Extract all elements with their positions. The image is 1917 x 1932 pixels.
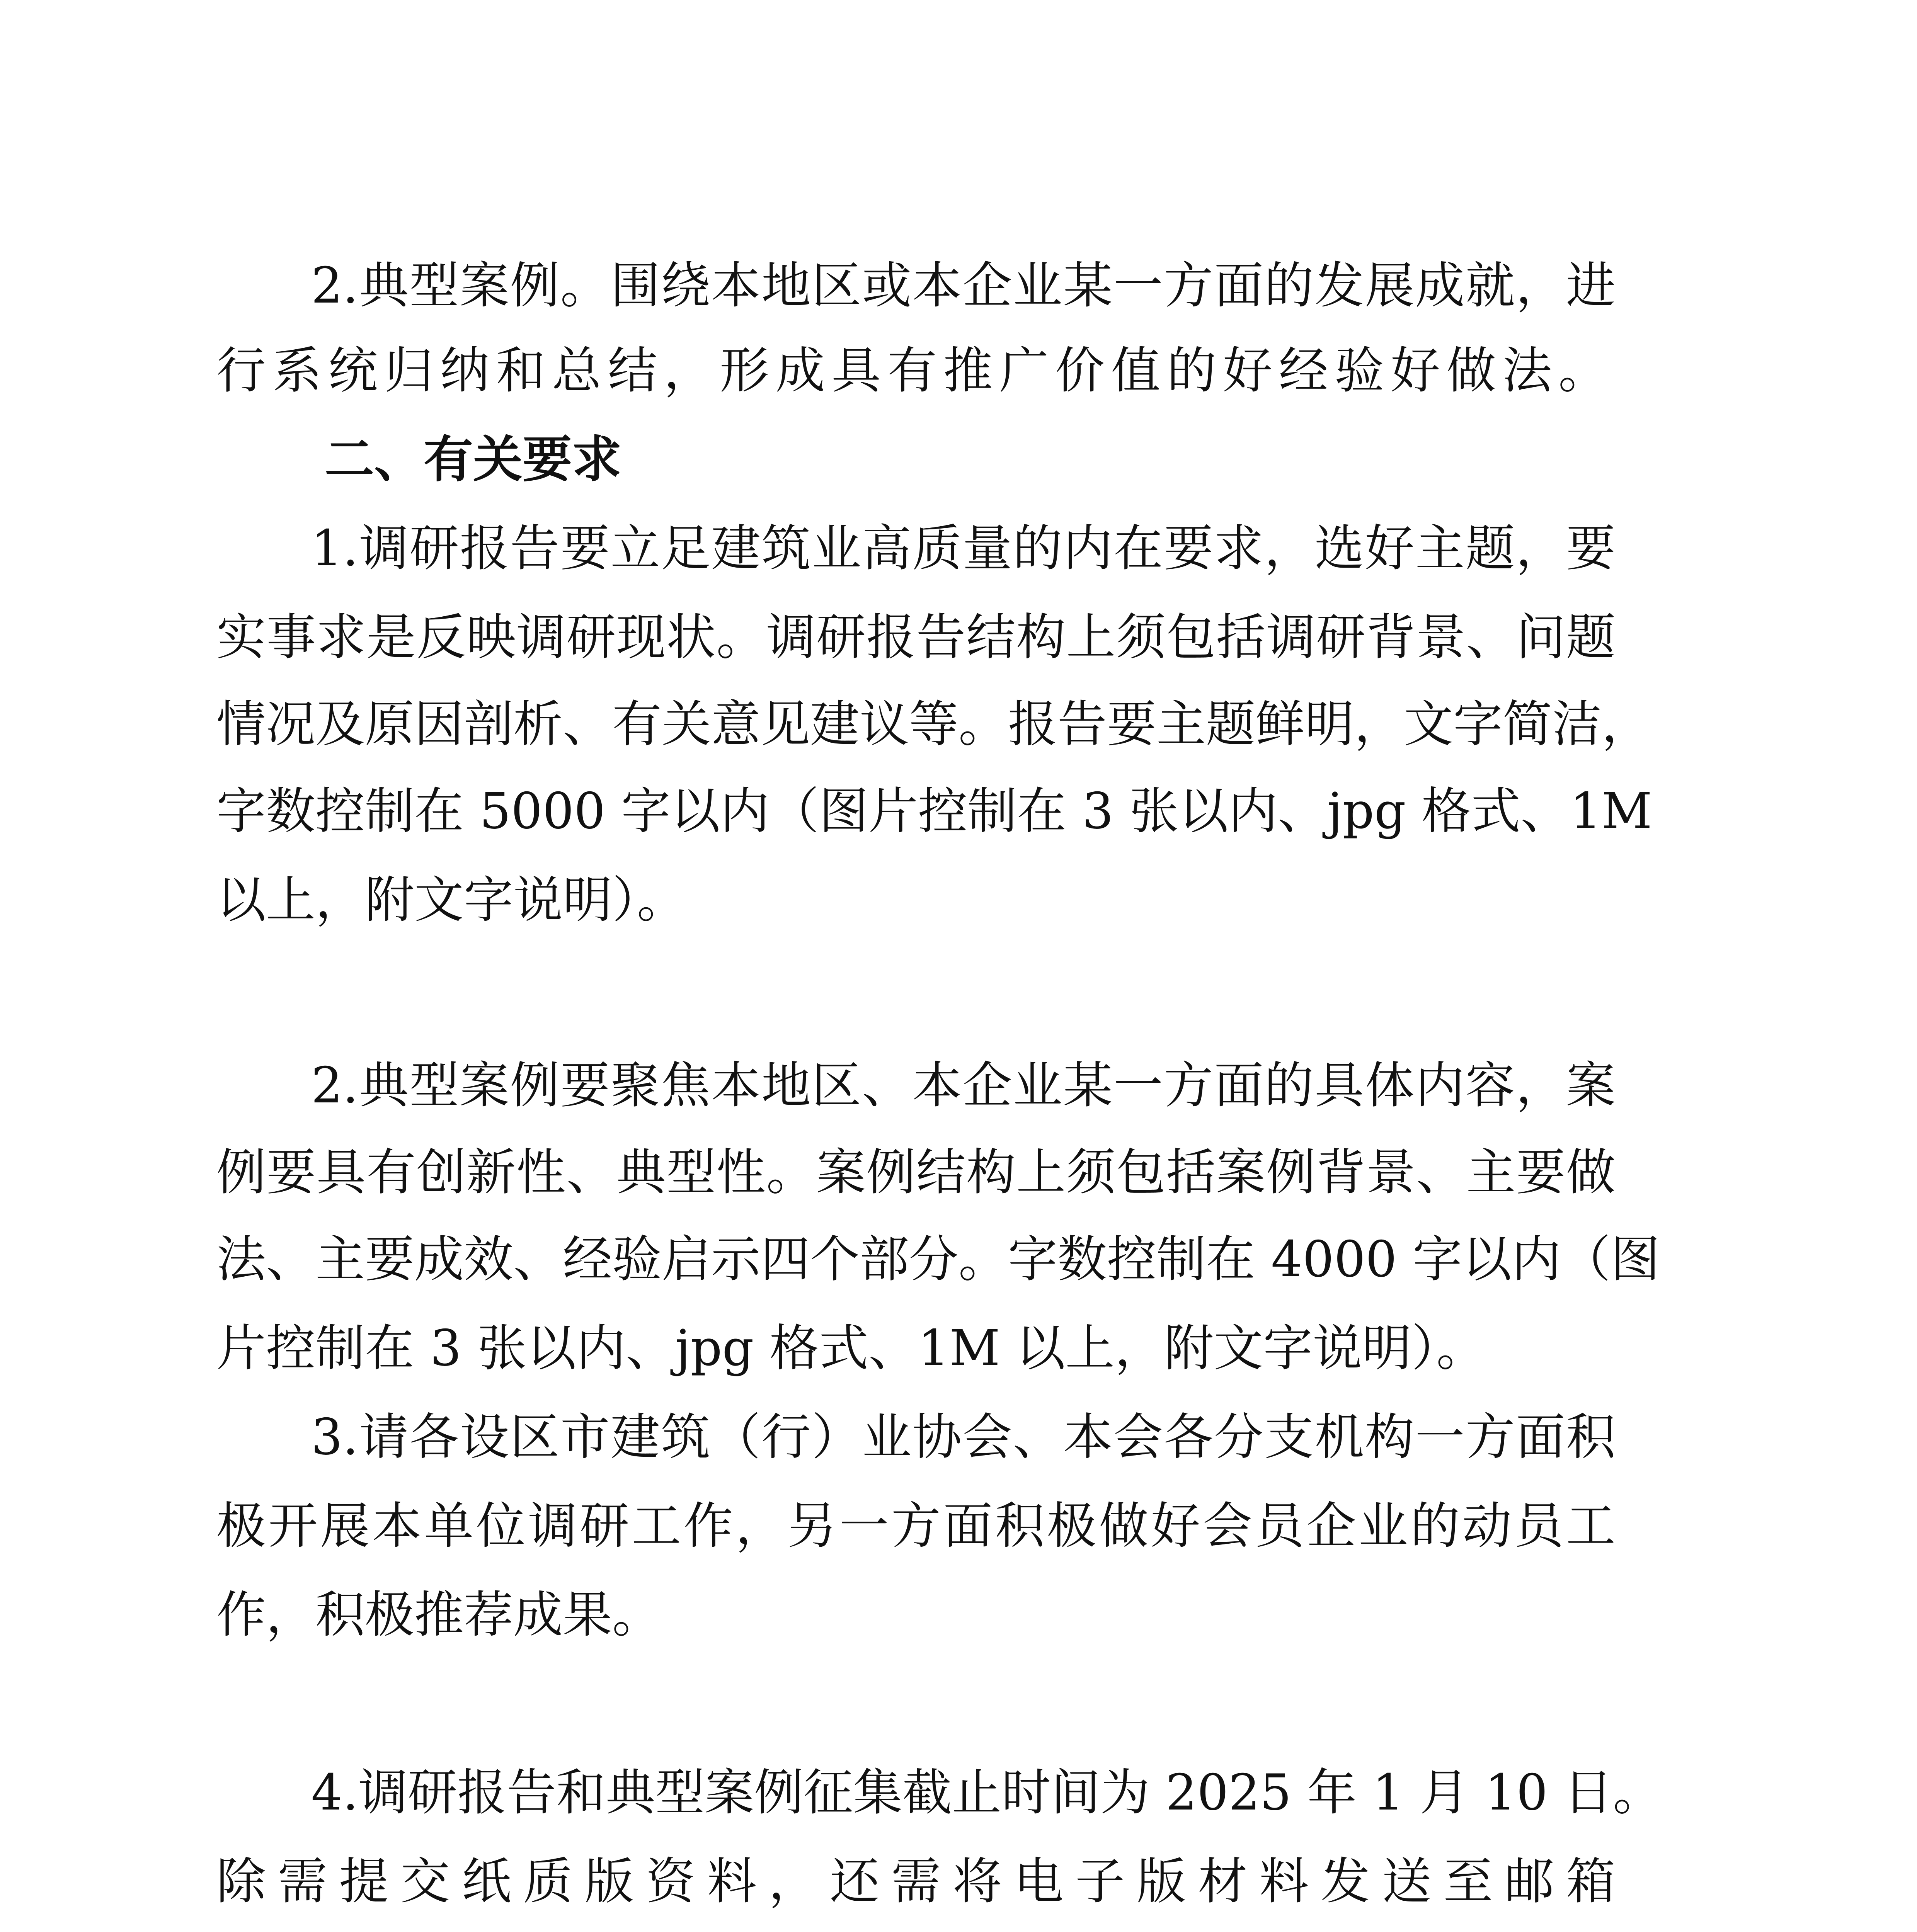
requirement-4-line-2: 除需提交纸质版资料，还需将电子版材料发送至邮箱	[216, 1853, 1616, 1910]
requirement-1-line-4: 字数控制在 5000 字以内（图片控制在 3 张以内、jpg 格式、1M	[216, 782, 1652, 840]
requirement-3-line-2: 极开展本单位调研工作，另一方面积极做好会员企业的动员工	[216, 1497, 1616, 1555]
requirement-2-line-1: 2.典型案例要聚焦本地区、本企业某一方面的具体内容，案	[311, 1057, 1616, 1114]
paragraph-1-line-1: 2.典型案例。围绕本地区或本企业某一方面的发展成就，进	[311, 257, 1616, 315]
requirement-1-line-3: 情况及原因剖析、有关意见建议等。报告要主题鲜明，文字简洁，	[216, 696, 1651, 753]
paragraph-1-line-2: 行系统归纳和总结，形成具有推广价值的好经验好做法。	[216, 342, 1608, 400]
section-heading-requirements: 二、有关要求	[325, 431, 622, 488]
requirement-1-line-2: 实事求是反映调研现状。调研报告结构上须包括调研背景、问题	[216, 609, 1616, 666]
requirement-3-line-1: 3.请各设区市建筑（行）业协会、本会各分支机构一方面积	[311, 1408, 1616, 1466]
requirement-1-line-5: 以上，附文字说明）。	[216, 871, 687, 929]
requirement-2-line-3: 法、主要成效、经验启示四个部分。字数控制在 4000 字以内（图	[216, 1231, 1660, 1288]
requirement-4-line-1: 4.调研报告和典型案例征集截止时间为 2025 年 1 月 10 日。	[311, 1764, 1663, 1821]
requirement-2-line-4: 片控制在 3 张以内、jpg 格式、1M 以上，附文字说明）。	[216, 1320, 1486, 1377]
requirement-2-line-2: 例要具有创新性、典型性。案例结构上须包括案例背景、主要做	[216, 1144, 1616, 1201]
requirement-3-line-3: 作，积极推荐成果。	[216, 1586, 662, 1644]
requirement-1-line-1: 1.调研报告要立足建筑业高质量的内在要求，选好主题，要	[311, 520, 1616, 577]
